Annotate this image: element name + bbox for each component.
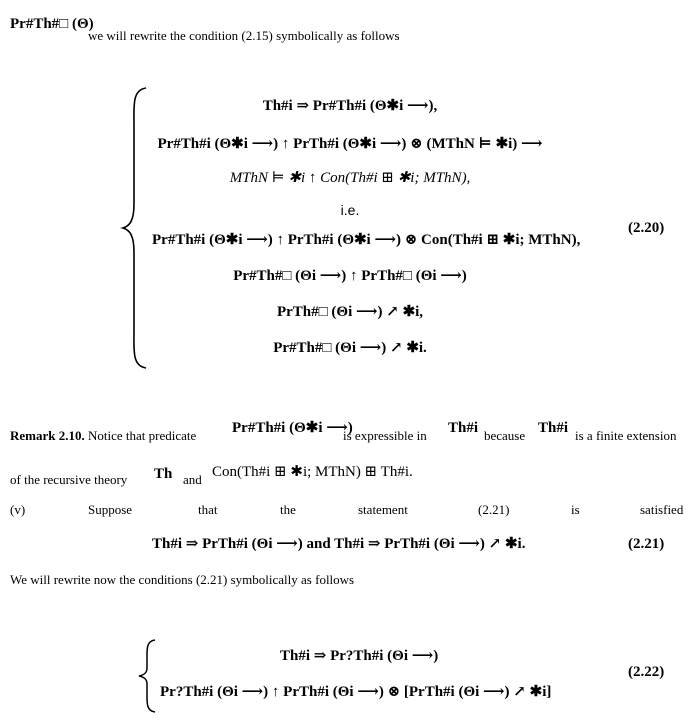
item-v-label: (v) <box>10 502 26 517</box>
remark-formula-3: Th#i <box>538 420 569 436</box>
equation-number-2-21: (2.21) <box>628 536 665 552</box>
system1-line-7: PrTh#□ (Θi ⟶) ↗ ✱i, <box>276 304 424 320</box>
item-v-word-2: that <box>198 502 218 517</box>
remark-text-4: is a finite extension <box>575 428 677 443</box>
system1-line-1: Th#i ⇒ Pr#Th#i (Θ✱i ⟶), <box>262 98 438 114</box>
item-v-word-5: (2.21) <box>478 502 510 517</box>
remark-formula-1: Pr#Th#i (Θ✱i ⟶) <box>232 420 353 436</box>
top-intro-text: we will rewrite the condition (2.15) symbolically as follows <box>88 28 400 43</box>
equation-number-2-22: (2.22) <box>628 664 665 680</box>
remark-line2-formula: Con(Th#i ⊞ ✱i; MThN) ⊞ Th#i. <box>212 464 413 480</box>
remark-text-2: is expressible in <box>343 428 427 443</box>
item-v-word-6: is <box>571 502 580 517</box>
rewrite-sentence: We will rewrite now the conditions (2.21) symbolically as follows <box>10 572 355 587</box>
system1-line-8: Pr#Th#□ (Θi ⟶) ↗ ✱i. <box>273 340 427 356</box>
remark-label: Remark 2.10. <box>10 428 85 443</box>
item-v-word-7: satisfied <box>640 502 684 517</box>
system1-line-5: Pr#Th#i (Θ✱i ⟶) ↑ PrTh#i (Θ✱i ⟶) ⊗ Con(Th#i ⊞ ✱i; MThN), <box>152 232 581 248</box>
item-v-word-1: Suppose <box>88 502 133 517</box>
top-prefix-formula: Pr#Th#□ (Θ) <box>10 16 94 32</box>
system2-line-2: Pr?Th#i (Θi ⟶) ↑ PrTh#i (Θi ⟶) ⊗ [PrTh#i (Θi ⟶) ↗ ✱i] <box>160 684 552 700</box>
remark-line2-text-1: of the recursive theory <box>10 472 128 487</box>
system2-line-1: Th#i ⇒ Pr?Th#i (Θi ⟶) <box>280 648 439 664</box>
system1-line-2: Pr#Th#i (Θ✱i ⟶) ↑ PrTh#i (Θ✱i ⟶) ⊗ (MThN ⊨ ✱i) ⟶ <box>157 136 543 152</box>
left-brace-system-2 <box>136 638 158 714</box>
system1-line-6: Pr#Th#□ (Θi ⟶) ↑ PrTh#□ (Θi ⟶) <box>233 268 467 284</box>
left-brace-system-1 <box>120 86 150 370</box>
remark-text-1: Notice that predicate <box>88 428 197 443</box>
equation-2-21: Th#i ⇒ PrTh#i (Θi ⟶) and Th#i ⇒ PrTh#i (Θi ⟶) ↗ ✱i. <box>152 536 526 552</box>
system1-line-3: MThN ⊨ ✱i ↑ Con(Th#i ⊞ ✱i; MThN), <box>229 170 471 186</box>
remark-line-1 <box>10 428 196 444</box>
remark-formula-2: Th#i <box>448 420 479 436</box>
equation-number-2-20: (2.20) <box>628 220 665 236</box>
remark-line2-th: Th <box>154 466 173 482</box>
remark-text-3: because <box>484 428 526 443</box>
item-v-word-3: the <box>280 502 296 517</box>
remark-line2-and: and <box>183 472 202 487</box>
item-v-word-4: statement <box>358 502 408 517</box>
system1-ie: i.e. <box>340 202 360 218</box>
